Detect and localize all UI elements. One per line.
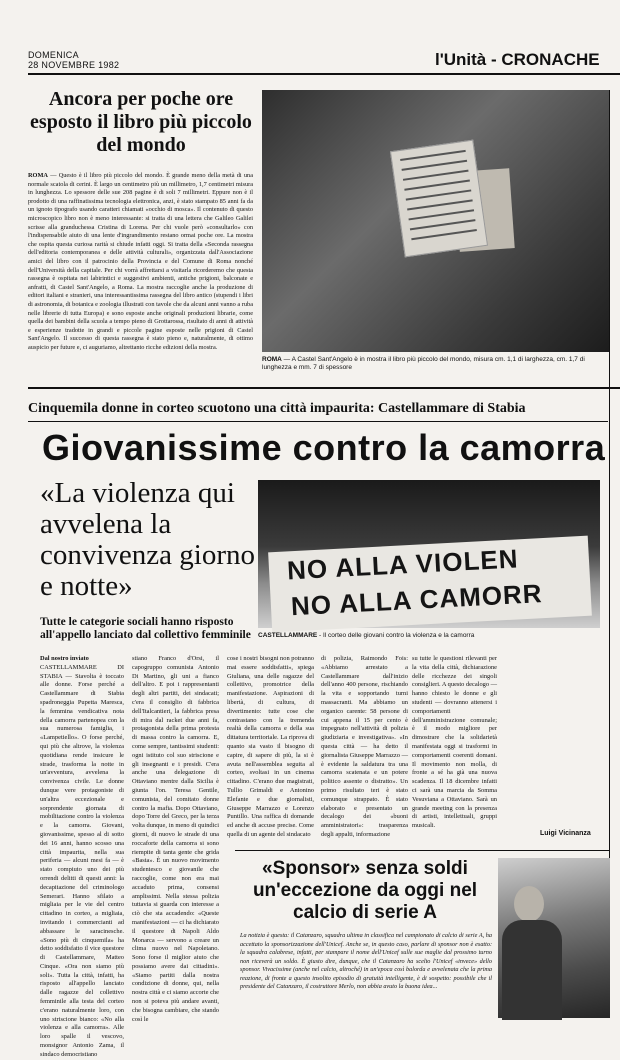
story2-subhead: Tutte le categorie sociali hanno risposto all'appello lanciato dal collettivo femminile bbox=[40, 616, 251, 641]
photo-player-body bbox=[502, 920, 562, 1020]
masthead-title: l'Unità - CRONACHE bbox=[435, 50, 600, 69]
story2-photo bbox=[258, 480, 600, 628]
story1-caption-place: ROMA bbox=[262, 356, 282, 363]
story3-body: La notizia è questa: il Catanzaro, squadra ultima in classifica nel campionato di calcio di serie A, ha accettato la sponsorizzazione dell'Unicef. Anche se, in questo caso, parlare di sponsor non è esatto: la squadra calabrese, infatti, per stampare il nome dell'Unicef sulle sue maglie dal prossimo turno non riceverà un soldo. È giusto dire, dunque, che il Catanzaro ha scelto l'Unicef «invece» dello sponsor. Vivacissime (anche nel calcio, altroché) in un'epoca così balorda e avvelenata che la prima reazione, di fronte a questo insolito episodio di gratuità intelligente, è di sospetto: possibile che il presidente del Catanzaro, il costruttore Merlo, non abbia avuto la buona idea... bbox=[240, 932, 492, 990]
section-rule bbox=[28, 387, 620, 389]
adjacent-column-edge bbox=[612, 90, 620, 970]
photo-player-head bbox=[514, 886, 544, 922]
story2-column-1 bbox=[40, 655, 124, 1058]
story1-dateline: ROMA bbox=[28, 172, 48, 179]
story2-column-5: su tutte le questioni rilevanti per la vita della città, dichiarazione delle ricchezze dei singoli consiglieri. A questo decalogo — hanno chiesto le donne e gli studenti — dovranno attenersi i comportamenti dell'amministrazione comunale; è il modo migliore per dimostrare che la solidarietà manifestata oggi si trasformi in comportamenti coerenti domani. Il movimento non molla, di fronte a sé ha già una nuova scadenza. Il 18 dicembre infatti ci sarà una marcia da Somma Vesuviana a Ottaviano. Sarà un grande meeting con la presenza di artisti, intellettuali, gruppi musicali. bbox=[412, 655, 498, 830]
story2-kicker: Cinquemila donne in corteo scuotono una città impaurita: Castellammare di Stabia bbox=[28, 401, 526, 416]
story2-from-label: Dal nostro inviato bbox=[40, 655, 89, 662]
story2-caption-text: - Il corteo delle giovani contro la violenza e la camorra bbox=[317, 632, 475, 639]
masthead-date-text: 28 NOVEMBRE 1982 bbox=[28, 60, 120, 70]
story2-caption-place: CASTELLAMMARE bbox=[258, 632, 318, 639]
story1-body bbox=[28, 172, 253, 362]
story3-rule bbox=[235, 850, 610, 851]
masthead-day: DOMENICA bbox=[28, 50, 79, 60]
photo-book-page bbox=[390, 140, 488, 258]
masthead-rule bbox=[28, 73, 620, 75]
story3-photo bbox=[498, 858, 610, 1018]
story3-headline: «Sponsor» senza soldi un'eccezione da oggi nel calcio di serie A bbox=[252, 858, 478, 923]
story2-column-3: cose i nostri bisogni non potranno mai essere soddisfatti», spiega Giuliana, una delle ragazze del collettivo, promotrice della manifestazione. Aspirazioni di libertà, di cultura, di divertimento: tutte cose che contrastano con la tremenda realtà della camorra e della sua dittatura territoriale. La riprova di quanto sia vasto il bisogno di capire, di sapere di più, la si è avuta nell'assemblea seguita al corteo, svoltasi in un cinema cittadino. C'erano due magistrati, Tullio Grimaldi e Antonino Elefante e due giornalisti, Giuseppe Marrazzo e Lorenzo Puntillo. Una raffica di domande ed anche di accuse precise. Come quella di un agente del sindacato bbox=[227, 655, 314, 838]
photo-banner-line-1: NO ALLA VIOLEN bbox=[286, 543, 520, 586]
story2-byline: Luigi Vicinanza bbox=[540, 830, 591, 837]
story1-photo bbox=[262, 90, 610, 352]
story2-column-4: di polizia, Raimondo Fois: «Abbiamo arrestato a Castellammare dall'inizio dell'anno 400 persone, rischiando la vita e sopportando turni massacranti. Ma abbiamo un organico carente: 58 persone di cui appena il 15 per cento è impegnato nell'attività di polizia giudiziaria e investigativa». «In questa città — ha detto il giornalista Giuseppe Marrazzo — è evidente la saldatura tra una camorra scatenata e un potere politico assente o distratto». Un primo risultato teri è stato comunque strappato. È stato elaborato e presentato un decalogo dei «buoni amministratori»: trasparenza degli appalti, informazione bbox=[321, 655, 408, 838]
story2-column-2: stiano Franco d'Orsi, il capogruppo comunista Antonio Di Martino, gli uni a fianco dell'altro. E poi i rappresentanti degli altri partiti, dei sindacati; c'era il consiglio di fabbrica dell'Italcantieri, la fabbrica presa di mira dal racket due anni fa, protagonista della prima protesta di massa contro la camorra. E, come sempre, tantissimi studenti: ogni istituto col suo striscione e gli insegnanti e i presidi. C'era anche una delegazione di Ottaviano mentre dalla Sicilia è giunta l'on. Teresa Gentile, comunista, del comitato donne contro la mafia. Dopo Ottaviano, dopo Torre del Greco, per la terza volta dunque, in meno di quindici giorni, di nuovo le strade di una roccaforte della camorra si sono riempite di tanta gente che grida «Basta». È un nuovo movimento studentesco e giovanile che raccoglie, come non era mai accaduto prima, consensi amplissimi. Nella stessa polizia tuttavia si guarda con interesse a ciò che sta accadendo: «Queste manifestazioni — ci ha dichiarato il questore di Napoli Aldo Monarca — servono a creare un clima nuovo nel Napoletano. Sono forse il miglior aiuto che possiamo avere dai cittadini». «Siamo partiti dalla nostra condizione di donne, qui, nella nostra città e ci siamo accorte che non si poteva più andare avanti, che bisogna cambiare, che stando così le bbox=[132, 655, 219, 1023]
story2-headline: Giovanissime contro la camorra bbox=[42, 427, 606, 468]
story1-headline: Ancora per poche ore esposto il libro più piccolo del mondo bbox=[30, 88, 252, 156]
story1-text: — Questo è il libro più piccolo del mondo. È grande meno della metà di una normale scatola di cerini. È largo un centimetro più un millimetro, 1,7 centimetri misura in lunghezza. Lo spessore delle sue 208 pagine è di soli 7 millimetri. Eppure non è il prodotto di una raffinatissima tecnologia elettronica, anzi, è stato stampato 85 anni fa da un ignoto tipografo usando caratteri chiamati «occhio di mosca». Il contenuto di questo microscopico libro non è meno interessante: si tratta di una lettera che Galileo Galilei scrisse alla granduchessa Cristina di Lorena. Per chi vuole però «consultarlo» con l'indispensabile aiuto di una lente d'ingrandimento restano ormai poche ore. La mostra che ospita questa curiosa rarità si chiude infatti oggi. Si tratta della «Seconda rassegna dell'editoria contemporanea e delle attività culturali», organizzata dall'Associazione amici del libro con il patrocinio della Provincia e del Comune di Roma nonché dell'Università della capitale. Per chi vorrà affrettarsi a visitarla ricorderemo che questa rassegna è ospitata nei labirintici e suggestivi ambienti, antiche prigioni, balconate e anfratti, di Castel Sant'Angelo, a Roma. La mostra raccoglie anche la produzione di editori italiani e stranieri, una interessantissima rassegna del libro antico (stupendi i libri di astronomia, di botanica e zoologia illustrati con tavole che da alcuni anni vanno a ruba nelle librerie di tutta Europa) e sono esposte anche originali produzioni librarie, come quella dei bambini della scuola a tempo pieno di Grottarossa, risultato di anni di attività e esperienze tradotte in grandi e piccole pagine esposte nelle prigioni di Castel Sant'Angelo. Il successo di questa rassegna è stato pieno e, naturalmente, di ottimo auspicio per future e, ci auguriamo, altrettanto ricche edizioni della mostra. bbox=[28, 172, 253, 351]
story2-column-1-text: CASTELLAMMARE DI STABIA — Stavolta è toccato alle donne. Forse perché a Castellammare di Stabia spadroneggia Pupetta Maresca, la femmina vendicativa nota della camorra partenopea con la sua numerosa famiglia, i «Lampetiello». O forse perché, qui più che altrove, la violenza quotidiana rende insicure le strade, trasforma la notte in un'avventura, avvelena la convivenza civile. Le donne dunque vere protagoniste di un'altra eccezionale e sorprendente giornata di mobilitazione contro la violenza e la camorra. Giovani, giovanissime, spesso al di sotto dei 16 anni, hanno scosso una città impaurita, nella sua periferia — alcuni mesi fa — è stato compiuto uno dei più orrendi delitti di questi anni: la decapitazione del criminologo Semerari. Hanno sfilato a migliaia per le vie del centro cittadino in corteo, a migliaia, invitando i commercianti ad abbassare le saracinesche. «Sono più di cinquemila» ha detto soddisfatto il vice questore di Castellammare, Matteo Cinque. «Ora non siamo più soli». Tutta la città, infatti, ha risposto all'appello lanciato dalle ragazze del collettivo femminile alla testa del corteo c'erano naturalmente loro, con uno striscione bianco: «No alla violenza e alla camorra». Alle loro spalle il vescovo, monsignor Antonio Zama, il sindaco democristiano bbox=[40, 663, 124, 1058]
photo-protest-banner bbox=[268, 536, 592, 633]
photo-banner-line-2: NO ALLA CAMORR bbox=[290, 578, 544, 622]
kicker-rule bbox=[28, 421, 608, 422]
story1-caption-text: — A Castel Sant'Angelo è in mostra il libro più piccolo del mondo, misura cm. 1,1 di larghezza, cm. 1,7 di lunghezza e mm. 7 di spessore bbox=[262, 356, 585, 371]
masthead-date bbox=[28, 50, 119, 70]
story1-caption bbox=[262, 356, 610, 372]
story2-quote: «La violenza qui avvelena la convivenza giorno e notte» bbox=[40, 477, 256, 602]
story2-caption bbox=[258, 632, 600, 640]
